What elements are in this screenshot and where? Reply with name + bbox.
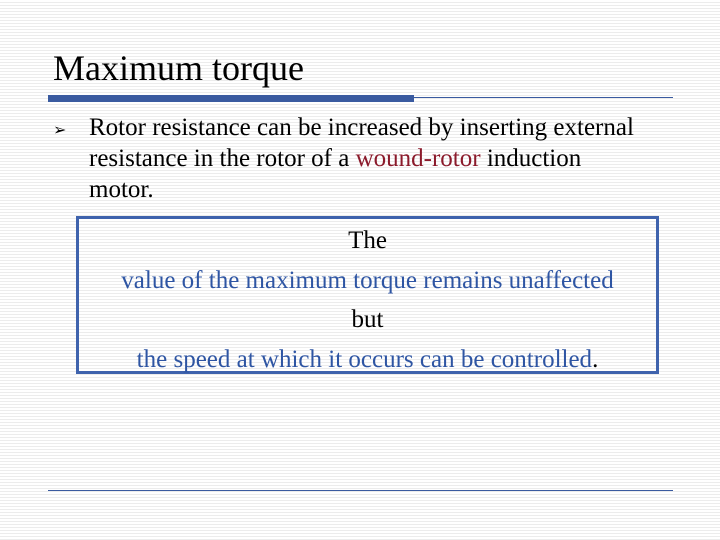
footer-rule xyxy=(48,490,673,491)
slide-title: Maximum torque xyxy=(53,48,304,88)
bullet-text-part1: Rotor resistance can be increased by inserting external resistance in the rotor of a xyxy=(89,114,634,172)
callout-line-4 xyxy=(79,340,656,380)
callout-box xyxy=(76,216,659,374)
bullet-text-part2: induction motor. xyxy=(89,145,582,203)
title-underline-thin xyxy=(414,97,673,98)
callout-line-4-end: . xyxy=(592,345,599,373)
bullet-text xyxy=(89,112,649,205)
bullet-text-highlight: wound-rotor xyxy=(355,145,481,172)
title-underline-thick xyxy=(48,95,414,102)
callout-line-2: value of the maximum torque remains unaffected xyxy=(121,266,614,294)
callout-line-3: but xyxy=(351,306,384,333)
callout-line-1: The xyxy=(348,227,387,254)
callout-line-4-main: the speed at which it occurs can be controlled xyxy=(136,345,593,373)
arrow-bullet-icon: ➢ xyxy=(53,120,67,139)
